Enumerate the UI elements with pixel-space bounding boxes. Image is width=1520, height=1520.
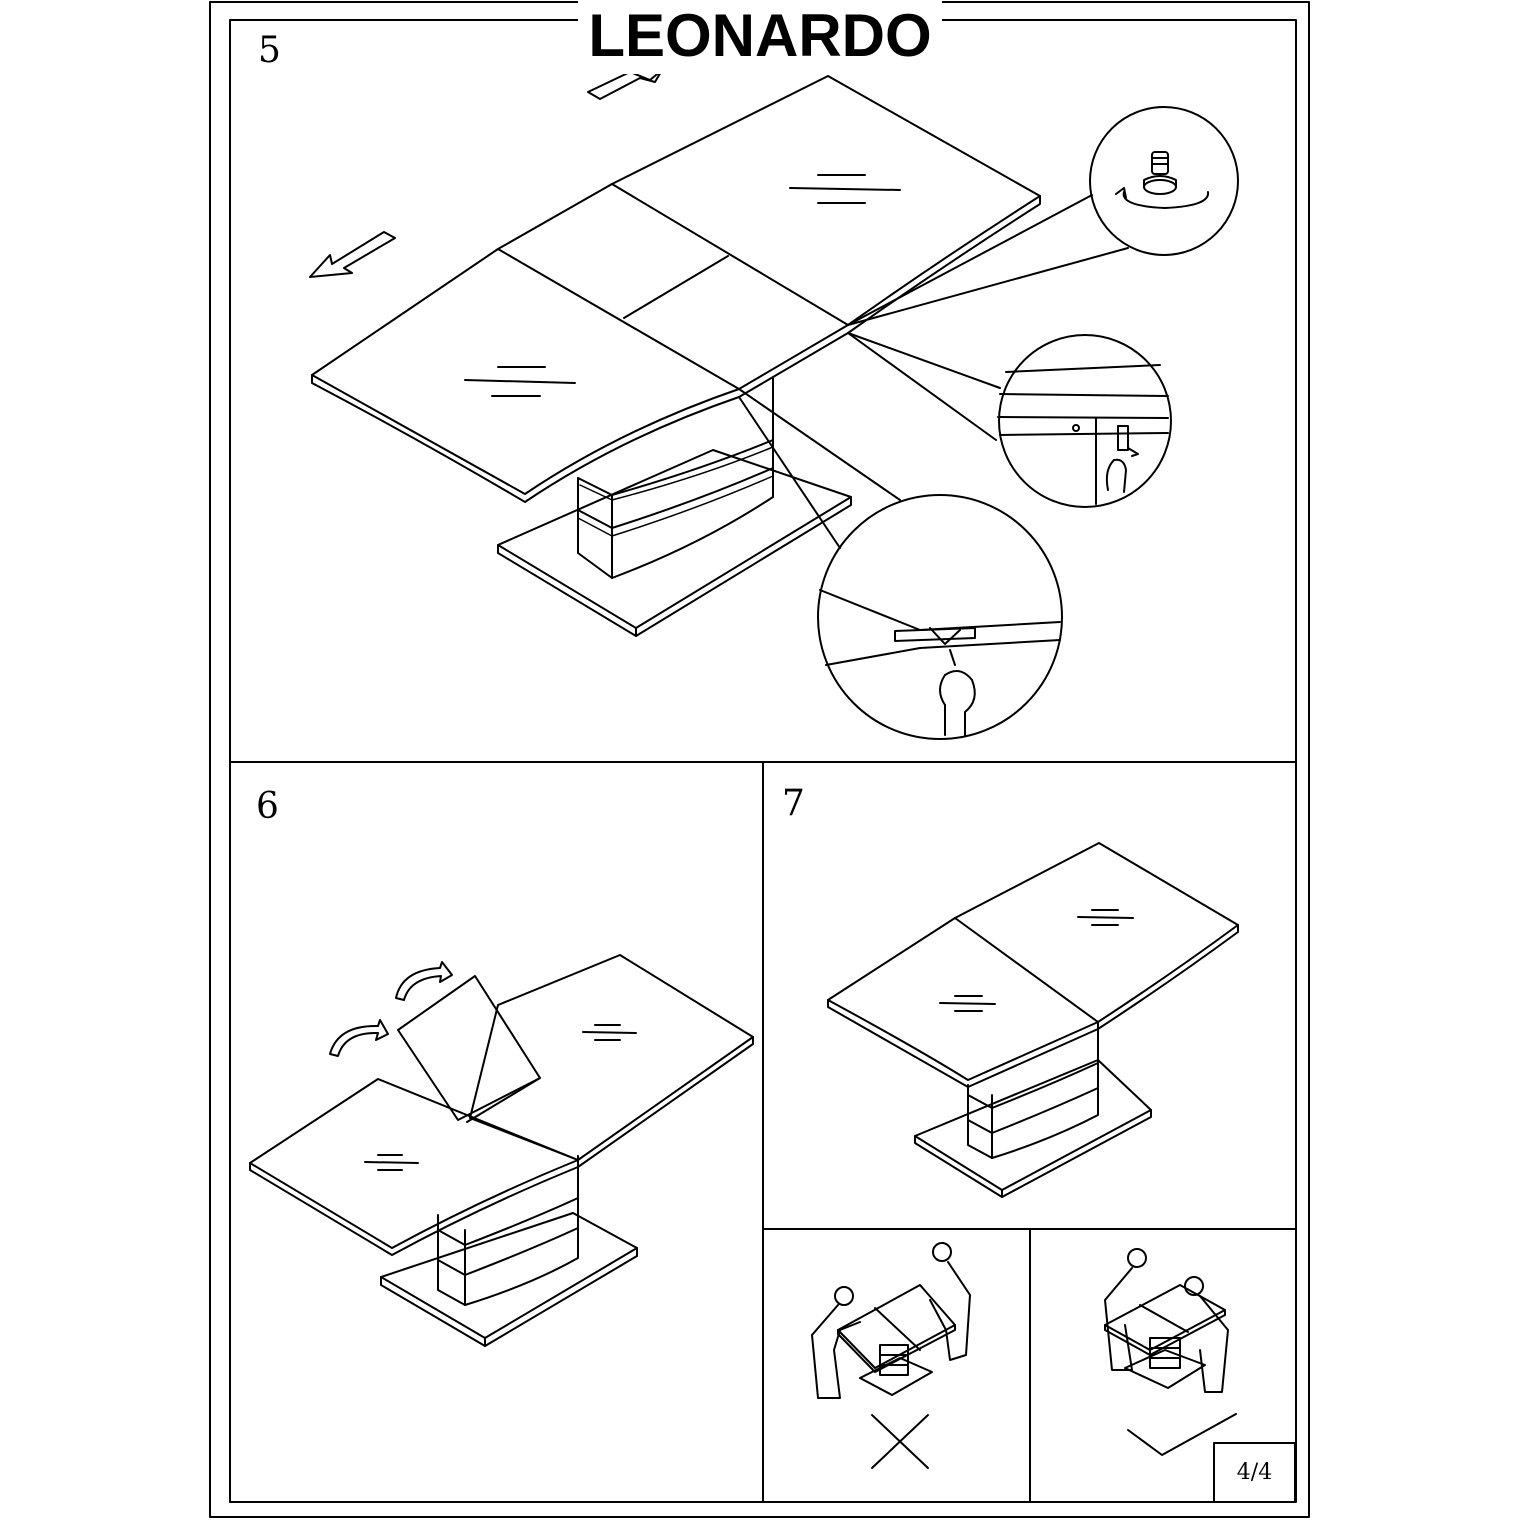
flip-leaf-arrow-icon-2 (330, 1020, 388, 1056)
carry-correct-illustration (1105, 1249, 1228, 1392)
carry-wrong-illustration (812, 1243, 970, 1398)
step-number-6: 6 (256, 786, 279, 827)
outer-border (210, 2, 1309, 1517)
extend-leaf-arrow-icon (310, 232, 395, 277)
cross-icon (872, 1415, 928, 1468)
step5-table-illustration (312, 76, 1040, 636)
clip-detail-icon (818, 495, 1062, 739)
latch-detail-icon (998, 335, 1171, 507)
screw-detail-icon (1090, 107, 1238, 255)
step-number-5: 5 (258, 30, 281, 71)
document-title: LEONARDO (578, 0, 942, 74)
step-number-7: 7 (782, 783, 805, 824)
page-indicator: 4/4 (1236, 1460, 1273, 1485)
table-top (312, 76, 1040, 494)
step7-table-illustration (828, 843, 1238, 1197)
slide-arrow-icon (588, 70, 662, 99)
flip-leaf-arrow-icon (396, 962, 452, 1000)
step6-table-illustration (250, 955, 753, 1346)
pedestal (578, 378, 773, 578)
